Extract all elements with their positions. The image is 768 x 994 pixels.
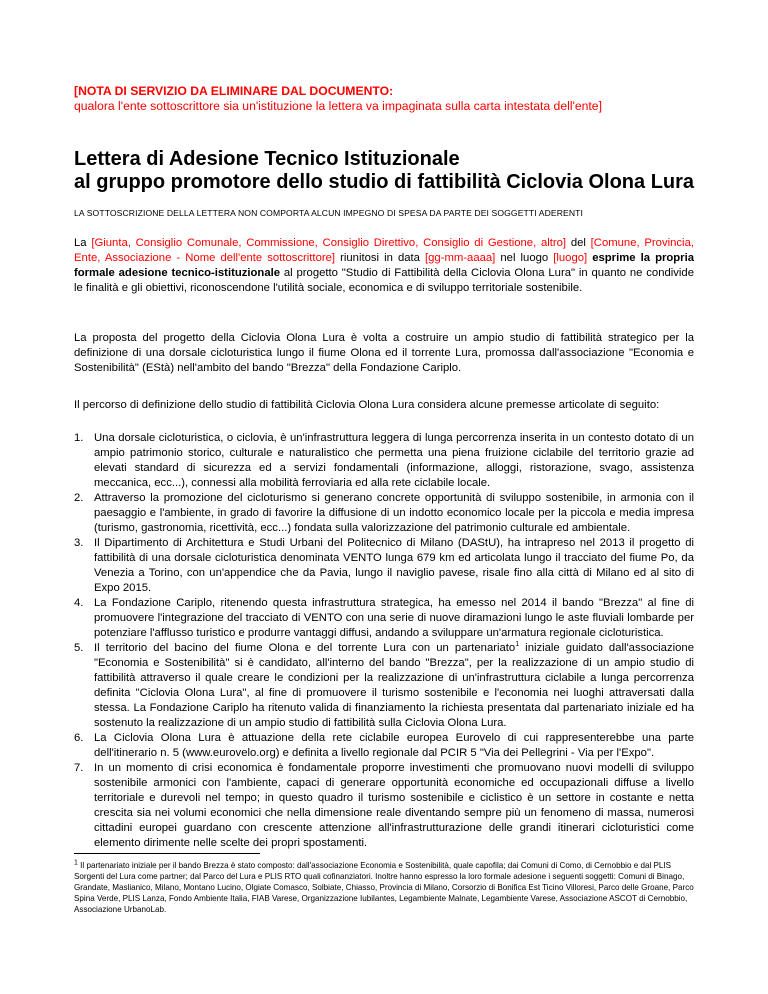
- page-title: [74, 148, 714, 194]
- list-item: [74, 641, 694, 731]
- p1-text: nel luogo: [495, 252, 554, 264]
- list-item-text: Attraverso la promozione del cicloturismo si generano concrete opportunità di sviluppo sostenibile, in armonia con il paesaggio e l'ambiente, in grado di favorire la diffusione di un indotto economico locale per la piccola e media impresa (turismo, gastronomia, ricettività, ecc...) fondata sulla valorizzazione del patrimonio culturale ed ambientale.: [94, 492, 694, 534]
- footnote-ref[interactable]: 1: [515, 641, 520, 649]
- list-item-text: Una dorsale cicloturistica, o ciclovia, è un'infrastruttura leggera di lunga percorrenza inserita in un contesto dotato di un ampio patrimonio storico, culturale e naturalistico che permetta una piena fruizione ciclabile del territorio grazie ad elevati standard di sicurezza ed a servizi fondamentali (informazione, alloggi, ristorazione, svago, assistenza meccanica, ecc...), connessi alla mobilità ferroviaria ed alla rete ciclabile locale.: [94, 432, 694, 489]
- p1-text: al progetto "Studio di Fattibilità della Ciclovia Olona Lura" in quanto ne condivide le finalità e gli obiettivi, riconoscendone l'utilità sociale, economica e di sviluppo territoriale sostenibile.: [74, 267, 694, 294]
- placeholder-body: [Giunta, Consiglio Comunale, Commissione, Consiglio Direttivo, Consiglio di Gestione, altro]: [91, 237, 567, 249]
- placeholder-entity: [Comune, Provincia, Ente, Associazione - Nome dell'ente sottoscrittore]: [74, 237, 694, 264]
- list-number: 6.: [74, 732, 84, 744]
- list-item: [74, 761, 694, 851]
- footnote-text: Il partenariato iniziale per il bando Brezza è stato composto: dall'associazione Economia e Sostenibilità, quale capofila; dai Comuni di Como, di Cernobbio e dal PLIS Sorgenti del Lura come partner; dal Parco del Lura e PLIS RTO quali cofinanziatori. Inoltre hanno espresso la loro formale adesione i seguenti soggetti: Comuni di Binago, Grandate, Maslianico, Milano, Montano Lucino, Olgiate Comasco, Solbiate, Chiasso, Provincia di Milano, Corsorzio di Bonifica Est Ticino Villoresi, Parco delle Groane, Parco Spina Verde, PLIS Lanza, Fondo Ambiente Italia, FIAB Varese, Organizzazione Iubilantes, Legambiente Malnate, Legambiente Varese, Associazione ASCOT di Cernobbio, Associazione UrbanoLab.: [74, 861, 694, 914]
- list-number: 5.: [74, 642, 84, 654]
- placeholder-date: [gg-mm-aaaa]: [425, 252, 496, 264]
- proposal-paragraph: La proposta del progetto della Ciclovia Olona Lura è volta a costruire un ampio studio di fattibilità strategico per la definizione di una dorsale cicloturistica lungo il fiume Olona ed il torrente Lura, promossa dall'associazione "Economia e Sostenibilità" (EStà) nell'ambito del bando "Brezza" della Fondazione Cariplo.: [74, 332, 694, 374]
- p1-text: del: [566, 237, 591, 249]
- premises-intro: Il percorso di definizione dello studio di fattibilità Ciclovia Olona Lura considera alcune premesse articolate di seguito:: [74, 399, 660, 411]
- title-line1: Lettera di Adesione Tecnico Istituzionale: [74, 148, 460, 170]
- note-line1-text: NOTA DI SERVIZIO DA ELIMINARE DAL DOCUMENTO:: [78, 84, 394, 98]
- list-item-text: Il Dipartimento di Architettura e Studi Urbani del Politecnico di Milano (DAStU), ha intrapreso nel 2013 il progetto di fattibilità di una dorsale cicloturistica denominata VENTO lunga 679 km ed articolata lungo il tracciato del fiume Po, da Venezia a Torino, con un'appendice che da Pavia, lungo il naviglio pavese, risale fino alla città di Milano ed al sito di Expo 2015.: [94, 537, 694, 594]
- adhesion-paragraph: [74, 236, 694, 296]
- footnote: [74, 860, 694, 915]
- list-number: 7.: [74, 762, 84, 774]
- list-item-text: La Ciclovia Olona Lura è attuazione della rete ciclabile europea Eurovelo di cui rappresenterebbe una parte dell'itinerario n. 5 (www.eurovelo.org) e definita a livello regionale dal PCIR 5 "Via dei Pellegrini - Via per l'Expo".: [94, 732, 694, 759]
- list-item: [74, 596, 694, 641]
- list-item: [74, 731, 694, 761]
- p1-bold-text: esprime la propria formale adesione tecnico-istituzionale: [74, 252, 695, 279]
- footnote-mark: 1: [74, 859, 78, 867]
- list-number: 3.: [74, 537, 84, 549]
- list-item-text: iniziale guidato dall'associazione "Economia e Sostenibilità" si è candidato, all'interno del bando "Brezza", per la realizzazione di un ampio studio di fattibilità attraverso il quale creare le condizioni per la realizzazione di un'infrastruttura ciclabile a lunga percorrenza definita "Ciclovia Olona Lura", al fine di promuovere il turismo sostenibile e l'economia nei luoghi attraversati dalla stessa. La Fondazione Cariplo ha ritenuto valida di finanziamento la richiesta presentata dal partenariato iniziale ed ha sostenuto la realizzazione di un ampio studio di fattibilità sulla Ciclovia Olona Lura.: [94, 642, 694, 729]
- list-item-text: In un momento di crisi economica è fondamentale proporre investimenti che promuovano nuovi modelli di sviluppo sostenibile armonici con l'ambiente, capaci di generare opportunità economiche ed occupazionali diffuse a livello territoriale e durevoli nel tempo; in questo quadro il turismo sostenibile e ciclistico è un settore in costante e netta crescita sia nei volumi economici che nella dimensione reale diventando sempre più un fenomeno di massa, numerosi cittadini europei guardano con crescente attenzione all'infrastrutturazione delle grandi itinerari cicloturistici come elemento dirimente nelle scelte dei propri spostamenti.: [94, 762, 694, 849]
- service-note-line1: [74, 84, 714, 99]
- list-item: [74, 536, 694, 596]
- placeholder-place: [luogo]: [553, 252, 588, 264]
- note-bracket: [: [74, 84, 79, 98]
- list-item: [74, 431, 694, 491]
- list-item-text: Il territorio del bacino del fiume Olona e del torrente Lura con un partenariato: [94, 642, 516, 654]
- p1-text: La: [74, 237, 92, 249]
- list-item-text: La Fondazione Cariplo, ritenendo questa infrastruttura strategica, ha emesso nel 2014 il bando "Brezza" al fine di promuovere l'integrazione del tracciato di VENTO con una serie di nuove diramazioni lungo le aste fluviali lombarde per potenziare l'afflusso turistico e produrre vantaggi diffusi, andando a sviluppare un'armatura regionale cicloturistica.: [94, 597, 694, 639]
- list-number: 4.: [74, 597, 84, 609]
- list-number: 1.: [74, 432, 84, 444]
- list-number: 2.: [74, 492, 84, 504]
- service-note: [74, 84, 714, 114]
- service-note-line2: qualora l'ente sottoscrittore sia un'istituzione la lettera va impaginata sulla carta intestata dell'ente]: [74, 99, 602, 113]
- footnote-divider: [74, 853, 260, 854]
- list-item: [74, 491, 694, 536]
- subheading: LA SOTTOSCRIZIONE DELLA LETTERA NON COMPORTA ALCUN IMPEGNO DI SPESA DA PARTE DEI SOGGETTI ADERENTI: [74, 208, 583, 218]
- p1-text: riunitosi in data: [335, 252, 425, 264]
- premises-list: [74, 431, 694, 851]
- title-line2: al gruppo promotore dello studio di fattibilità Ciclovia Olona Lura: [74, 171, 695, 193]
